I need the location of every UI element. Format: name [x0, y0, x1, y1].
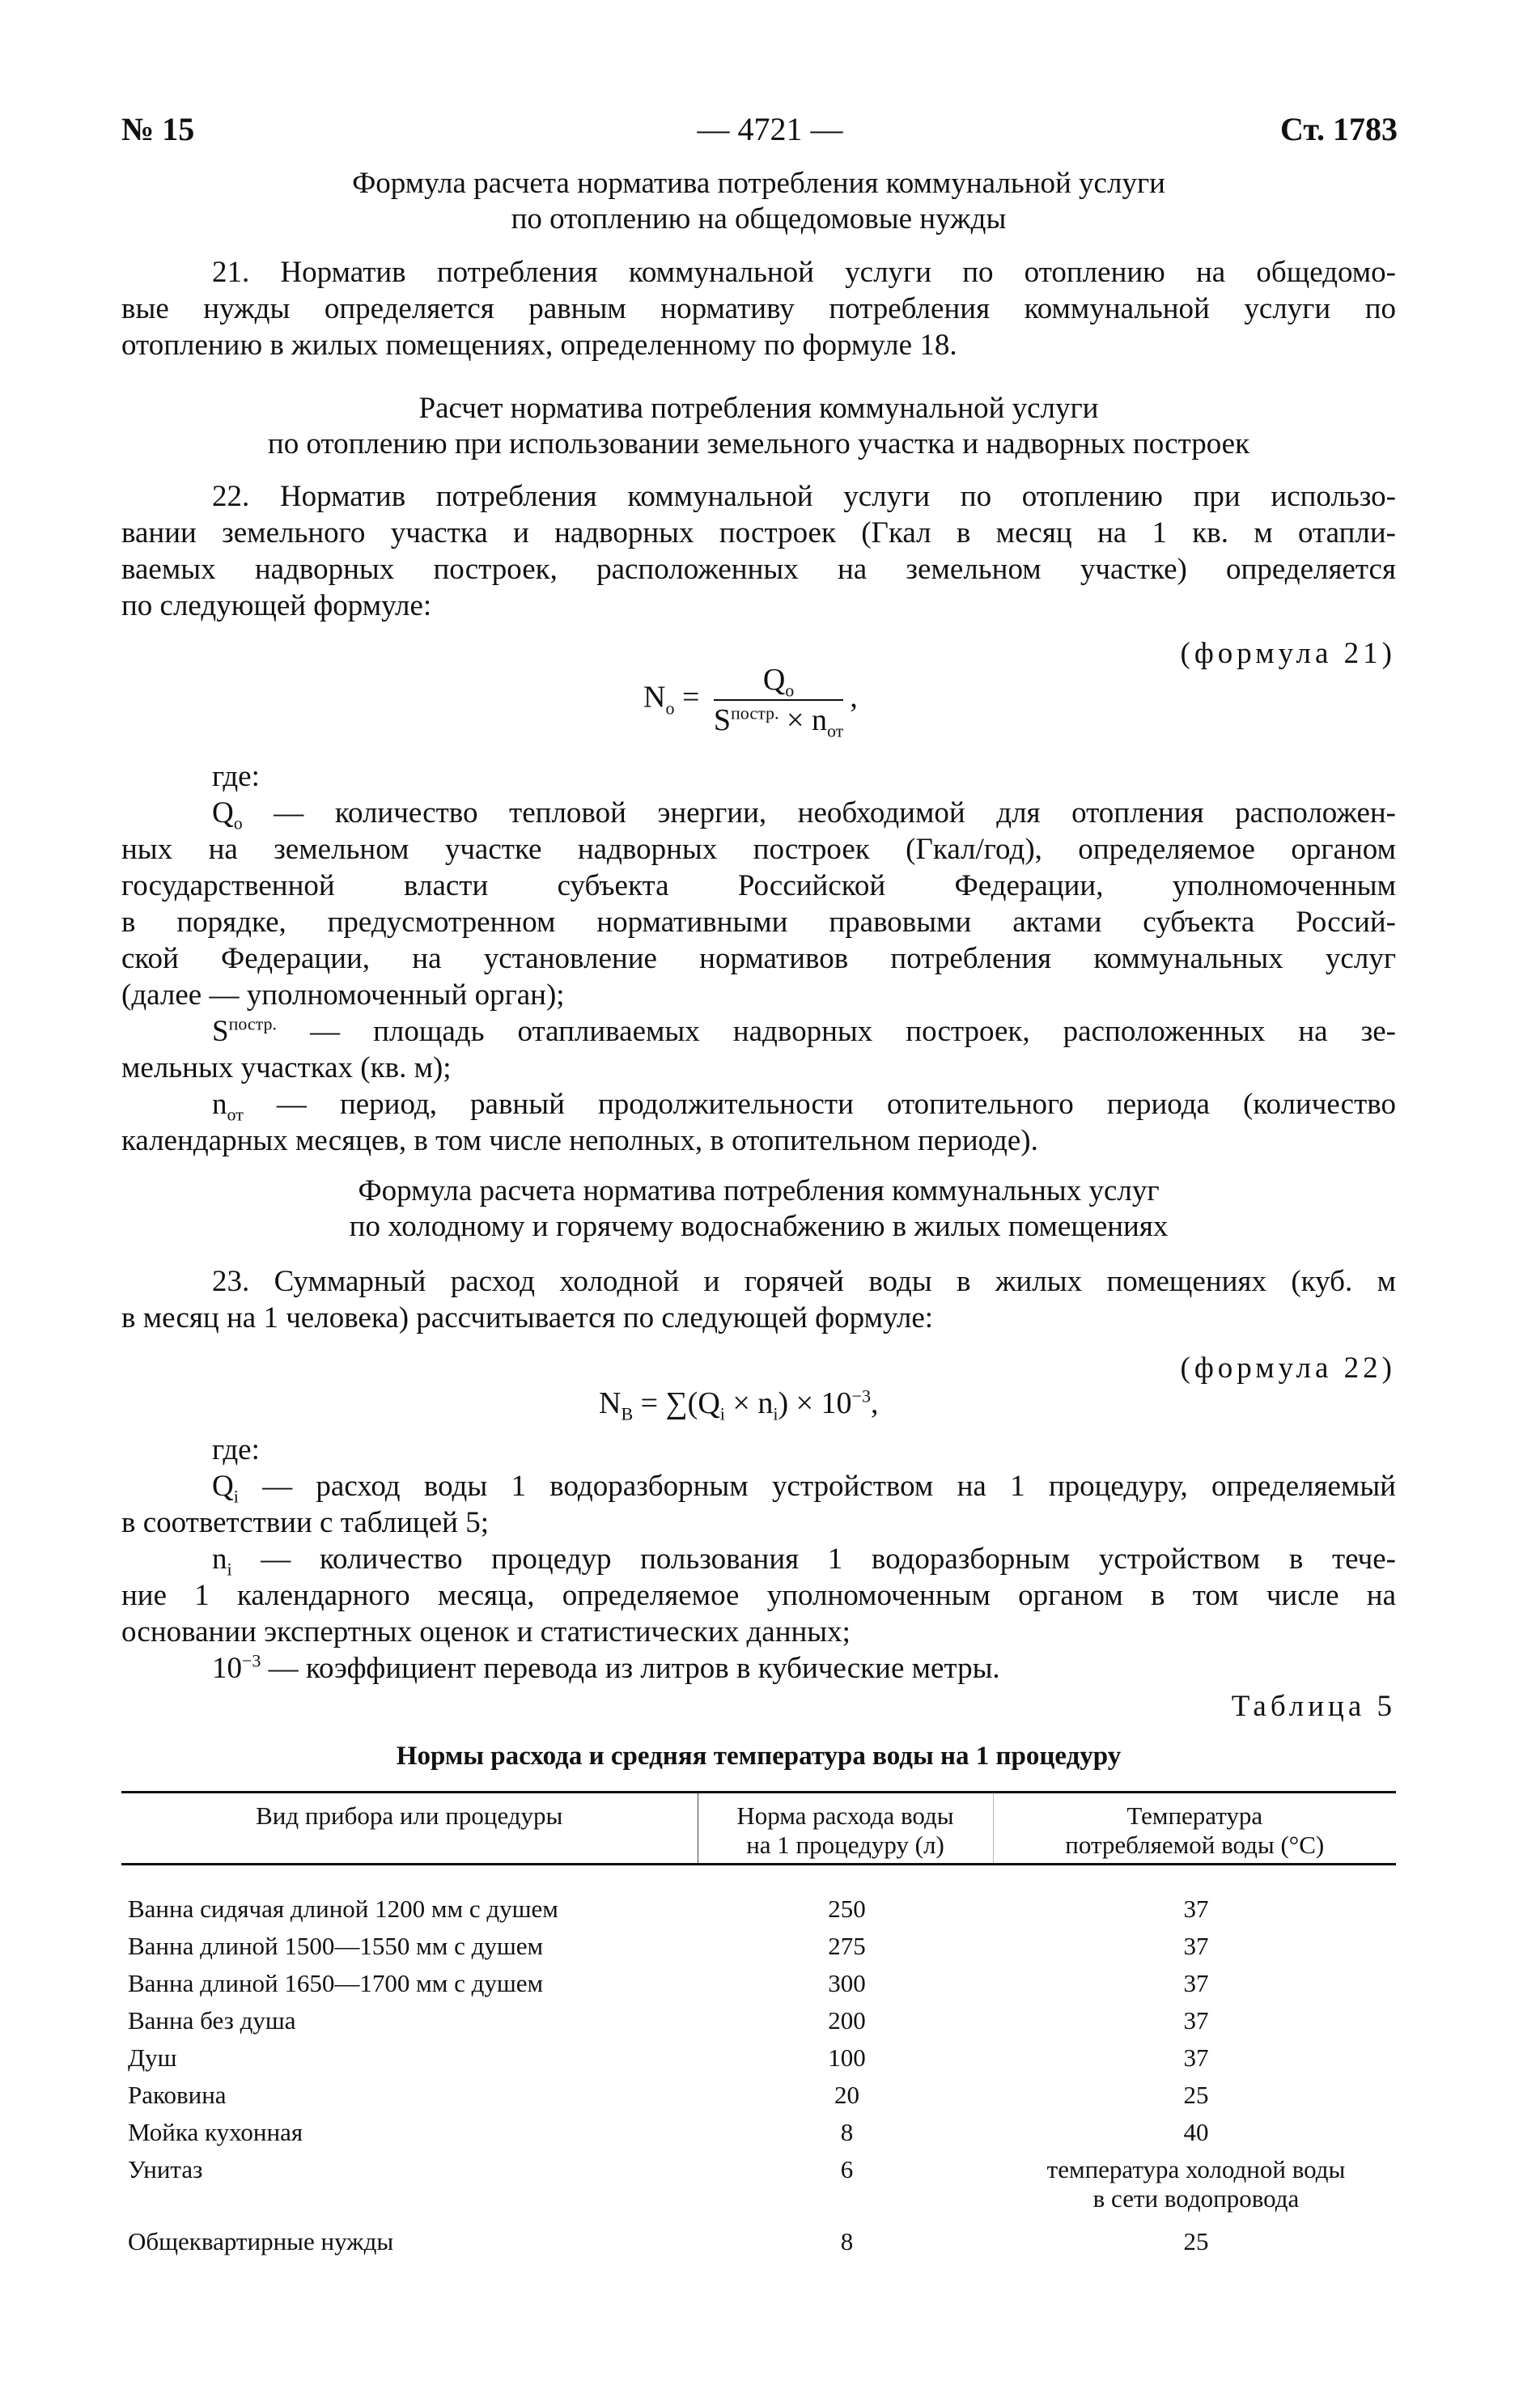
formula-21-label: (формула 21) — [1180, 637, 1396, 670]
table-5 — [121, 1791, 1396, 2260]
formula-comma: , — [850, 680, 858, 715]
table-row — [121, 2077, 1396, 2114]
cell-device: Ванна длиной 1500—1550 мм с душем — [128, 1932, 544, 1960]
fraction-numerator — [714, 662, 843, 701]
formula-symbol: 10 — [212, 1652, 242, 1685]
text-line: ных на земельном участке надворных построек (Гкал/год), определяемое органом — [121, 833, 1396, 866]
header-norm — [698, 1793, 993, 1865]
text-line: календарных месяцев, в том числе неполных, в отопительном периоде). — [121, 1124, 1038, 1157]
header-line: Вид прибора или процедуры — [256, 1801, 563, 1830]
definition-n — [121, 1086, 1396, 1125]
text-line: — коэффициент перевода из литров в кубические метры. — [261, 1652, 1000, 1685]
paragraph-21 — [121, 254, 1396, 363]
table-row — [121, 2151, 1396, 2217]
formula-symbol: Q — [212, 796, 234, 830]
cell-norm: 300 — [828, 1969, 866, 1997]
table-row — [121, 1965, 1396, 2002]
text-line: (далее — уполномоченный орган); — [121, 978, 565, 1012]
text-line: — период, равный продолжительности отопительного периода (количество — [243, 1088, 1396, 1121]
cell-temp: 37 — [1183, 1969, 1209, 1997]
formula-superscript: −3 — [851, 1385, 871, 1407]
table-row — [121, 1928, 1396, 1965]
text-line: — количество процедур пользования 1 водоразборным устройством в тече- — [231, 1542, 1396, 1576]
cell-norm: 200 — [828, 2006, 866, 2035]
formula-operator: × — [787, 703, 804, 737]
cell-device: Ванна длиной 1650—1700 мм с душем — [128, 1969, 544, 1997]
title-line: по отоплению на общедомовые нужды — [511, 202, 1007, 236]
formula-symbol: S — [212, 1015, 229, 1048]
text-line: в соответствии с таблицей 5; — [121, 1506, 489, 1539]
formula-expression: = ∑(Q — [633, 1386, 720, 1420]
cell-line: в сети водопровода — [1092, 2184, 1300, 2213]
definition-qi — [121, 1468, 1396, 1507]
text-line: вые нужды определяется равным нормативу потребления коммунальной услуги по — [121, 292, 1396, 325]
cell-norm: 8 — [840, 2227, 854, 2255]
table-header-row — [121, 1793, 1396, 1865]
formula-symbol: n — [212, 1542, 227, 1576]
cell-norm: 275 — [828, 1932, 866, 1960]
cell-temp: 37 — [1183, 1932, 1209, 1960]
cell-temp: 37 — [1183, 1895, 1209, 1923]
table-row — [121, 2217, 1396, 2260]
formula-subscript: от — [826, 720, 844, 741]
where-label: где: — [212, 760, 260, 793]
cell-temp: 37 — [1183, 2043, 1209, 2072]
formula-expression: ) × 10 — [778, 1386, 852, 1420]
table-5-title: Нормы расхода и средняя температура воды на 1 процедуру — [396, 1742, 1122, 1771]
cell-norm: 100 — [828, 2043, 866, 2072]
formula-subscript: i — [233, 1486, 239, 1507]
definition-q0 — [121, 795, 1396, 834]
header-line: потребляемой воды (°С) — [1065, 1831, 1325, 1859]
cell-temp: 25 — [1183, 2081, 1209, 2109]
text-line: — расход воды 1 водоразборным устройством на 1 процедуру, определяемый — [238, 1470, 1396, 1503]
title-line: по отоплению при использовании земельного участка и надворных построек — [267, 427, 1250, 460]
text-line: 23. Суммарный расход холодной и горячей воды в жилых помещениях (куб. м — [212, 1265, 1396, 1298]
header-device — [121, 1793, 698, 1865]
formula-comma: , — [870, 1386, 879, 1420]
cell-device: Унитаз — [128, 2155, 203, 2183]
cell-temp — [993, 2151, 1396, 2217]
formula-22-label: (формула 22) — [1180, 1352, 1396, 1385]
formula-subscript: i — [773, 1403, 778, 1424]
header-line: Температура — [1126, 1801, 1263, 1830]
cell-line: температура холодной воды — [1046, 2155, 1346, 2183]
formula-subscript: о — [785, 680, 795, 701]
header-line: Норма расхода воды — [736, 1801, 954, 1830]
text-line: основании экспертных оценок и статистических данных; — [121, 1615, 851, 1649]
table-5-label: Таблица 5 — [1231, 1690, 1396, 1723]
title-line: по холодному и горячему водоснабжению в жилых помещениях — [349, 1210, 1169, 1243]
cell-temp: 40 — [1183, 2118, 1209, 2146]
header-line: на 1 процедуру (л) — [746, 1831, 944, 1859]
text-line: 21. Норматив потребления коммунальной услуги по отоплению на общедомо- — [212, 256, 1396, 289]
formula-subscript: В — [621, 1403, 634, 1424]
text-line: мельных участках (кв. м); — [121, 1051, 452, 1084]
formula-subscript: от — [227, 1104, 244, 1125]
title-line: Формула расчета норматива потребления коммунальной услуги — [352, 167, 1165, 200]
definition-s — [121, 1013, 1396, 1050]
formula-operator: = — [681, 680, 700, 715]
formula-subscript: о — [665, 698, 675, 719]
text-line: в месяц на 1 человека) рассчитывается по следующей формуле: — [121, 1301, 934, 1335]
text-line: по следующей формуле: — [121, 589, 432, 622]
title-line: Расчет норматива потребления коммунальной услуги — [418, 392, 1099, 425]
formula-subscript: i — [227, 1559, 232, 1580]
formula-22 — [599, 1385, 879, 1424]
text-line: ской Федерации, на установление нормативов потребления коммунальных услуг — [121, 942, 1396, 975]
formula-symbol: n — [212, 1088, 227, 1121]
cell-norm: 250 — [828, 1895, 866, 1923]
section-title-water-supply — [121, 1173, 1396, 1245]
cell-temp: 37 — [1183, 2006, 1209, 2035]
section-title-heating-common — [121, 166, 1396, 237]
cell-device: Душ — [128, 2043, 177, 2072]
where-definitions-22 — [121, 1432, 1396, 1687]
formula-subscript: i — [719, 1403, 725, 1424]
table-row — [121, 2039, 1396, 2077]
table-row — [121, 2114, 1396, 2151]
text-line: отоплению в жилых помещениях, определенному по формуле 18. — [121, 329, 957, 362]
formula-fraction — [713, 662, 844, 741]
paragraph-22 — [121, 478, 1396, 624]
formula-symbol: n — [811, 703, 827, 737]
cell-temp: 25 — [1183, 2227, 1209, 2255]
issue-number: № 15 — [121, 111, 195, 147]
formula-symbol: N — [599, 1386, 622, 1420]
text-line: ваемых надворных построек, расположенных на земельном участке) определяется — [121, 553, 1396, 586]
text-line: государственной власти субъекта Российской Федерации, уполномоченным — [121, 869, 1396, 902]
where-label: где: — [212, 1433, 260, 1466]
formula-superscript: постр. — [228, 1013, 278, 1034]
definition-coefficient — [121, 1650, 1396, 1687]
page-number: — 4721 — — [697, 111, 843, 147]
cell-device: Мойка кухонная — [128, 2118, 303, 2146]
text-line: вании земельного участка и надворных построек (Гкал в месяц на 1 кв. м отапли- — [121, 516, 1396, 550]
paragraph-23 — [121, 1263, 1396, 1336]
title-line: Формула расчета норматива потребления коммунальных услуг — [358, 1174, 1160, 1207]
cell-device: Ванна без душа — [128, 2006, 296, 2035]
text-line: 22. Норматив потребления коммунальной услуги по отоплению при использо- — [212, 480, 1396, 513]
table-row — [121, 1865, 1396, 1929]
header-temperature — [993, 1793, 1396, 1865]
formula-symbol: N — [643, 680, 666, 715]
article-number: Ст. 1783 — [1280, 111, 1398, 147]
text-line: — количество тепловой энергии, необходимой для отопления расположен- — [242, 796, 1396, 830]
cell-norm: 8 — [840, 2118, 854, 2146]
section-title-land-plot-heating — [121, 391, 1396, 462]
formula-superscript: постр. — [731, 702, 779, 723]
formula-21 — [643, 662, 858, 741]
cell-norm: 6 — [840, 2155, 854, 2183]
text-line: — площадь отапливаемых надворных построек, расположенных на зе- — [277, 1015, 1396, 1048]
formula-superscript: −3 — [242, 1650, 261, 1671]
definition-ni — [121, 1541, 1396, 1580]
text-line: ние 1 календарного месяца, определяемое уполномоченным органом в том числе на — [121, 1579, 1396, 1612]
formula-symbol: Q — [762, 663, 786, 697]
cell-device: Ванна сидячая длиной 1200 мм с душем — [128, 1895, 558, 1923]
text-line: в порядке, предусмотренном нормативными правовыми актами субъекта Россий- — [121, 906, 1396, 939]
formula-symbol: Q — [212, 1470, 234, 1503]
where-definitions-21 — [121, 758, 1396, 1159]
formula-subscript: о — [233, 813, 243, 834]
cell-device: Общеквартирные нужды — [128, 2227, 394, 2255]
table-row — [121, 2002, 1396, 2039]
cell-norm: 20 — [834, 2081, 859, 2109]
cell-device: Раковина — [128, 2081, 227, 2109]
formula-expression: × n — [724, 1386, 774, 1420]
fraction-denominator — [713, 701, 844, 741]
formula-symbol: S — [713, 703, 732, 737]
